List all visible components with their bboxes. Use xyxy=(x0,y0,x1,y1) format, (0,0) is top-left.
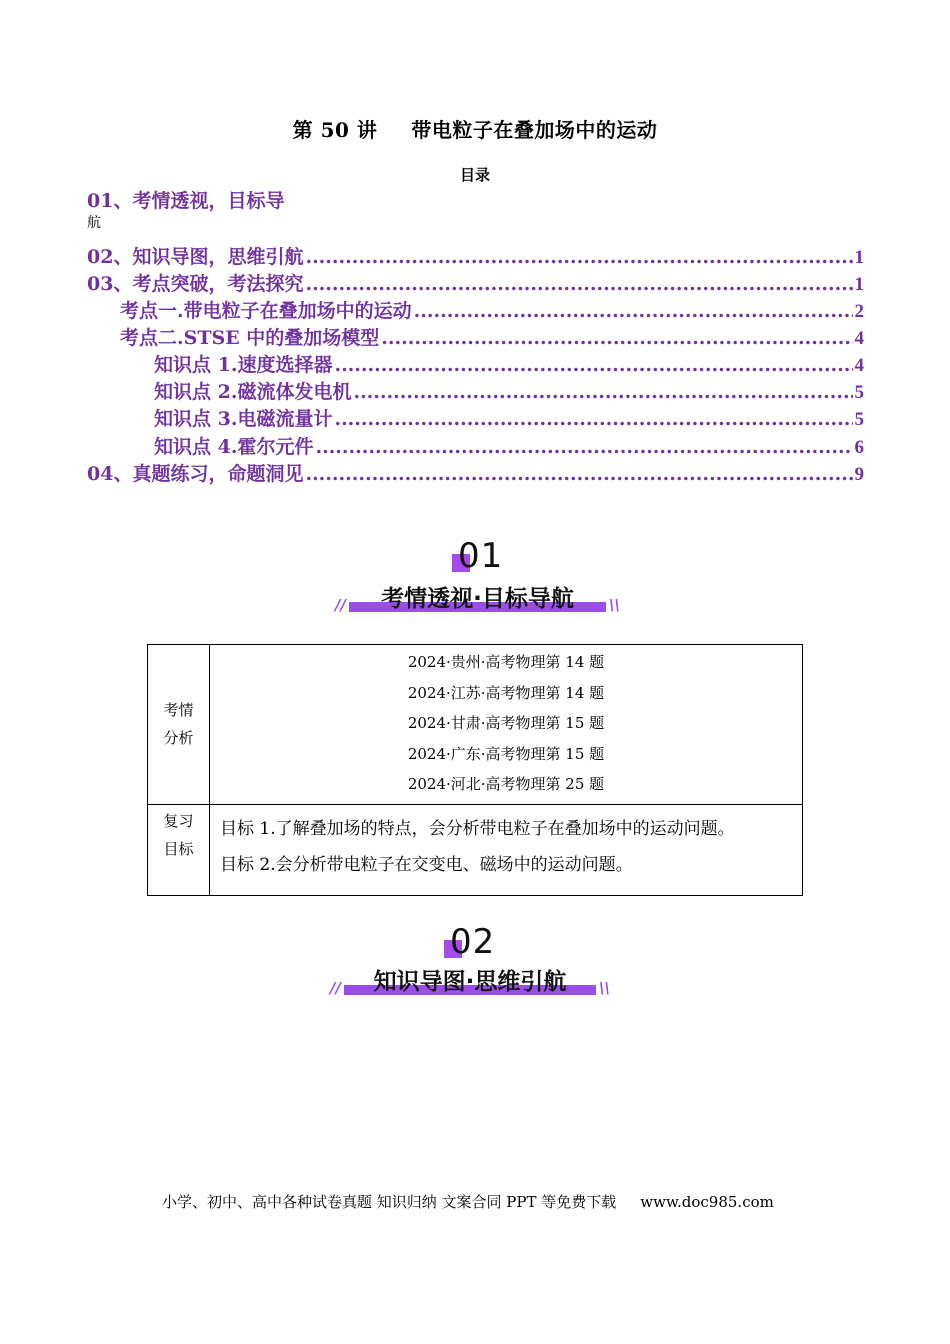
analysis-item: 2024·广东·高考物理第 15 题 xyxy=(407,744,605,763)
analysis-label xyxy=(148,645,210,805)
toc-entry[interactable] xyxy=(154,404,864,431)
goal-item: 目标 2.会分析带电粒子在交变电、磁场中的运动问题。 xyxy=(220,854,633,875)
toc-entry-label: 考点二.STSE 中的叠加场模型 xyxy=(120,327,380,349)
toc-page: 4 xyxy=(854,355,864,376)
toc-leader xyxy=(334,354,852,376)
page-footer xyxy=(162,1191,774,1212)
toc-page: 1 xyxy=(854,247,864,268)
label-line: 复习 xyxy=(163,811,194,830)
lecture-topic: 带电粒子在叠加场中的运动 xyxy=(411,118,658,142)
toc-entry-label: 知识点 2.磁流体发电机 xyxy=(154,381,352,403)
footer-url[interactable]: www.doc985.com xyxy=(640,1193,774,1211)
toc-leader xyxy=(315,436,852,458)
page-title xyxy=(0,114,950,143)
label-line: 考情 xyxy=(163,701,194,720)
analysis-item: 2024·河北·高考物理第 25 题 xyxy=(407,775,605,793)
section-number: 02 xyxy=(450,922,495,962)
toc-leader xyxy=(305,273,852,295)
label-line: 目标 xyxy=(163,839,194,858)
toc-leader xyxy=(381,327,852,349)
banner-slash-right: \\ xyxy=(599,979,610,997)
toc-entry[interactable] xyxy=(154,432,864,459)
toc-leader xyxy=(334,408,852,430)
lecture-number: 第 50 讲 xyxy=(292,118,378,142)
section-banner xyxy=(330,963,610,997)
section-banner xyxy=(335,580,620,614)
banner-slash-right: \\ xyxy=(609,596,620,614)
toc-entry-label: 知识点 4.霍尔元件 xyxy=(154,436,314,458)
goals-label xyxy=(148,804,210,895)
toc-page: 1 xyxy=(854,274,864,295)
toc-entry[interactable] xyxy=(87,269,864,296)
toc-leader xyxy=(305,246,852,268)
toc-page: 5 xyxy=(854,409,864,430)
goal-item: 目标 1.了解叠加场的特点，会分析带电粒子在叠加场中的运动问题。 xyxy=(220,818,735,839)
toc-entry[interactable] xyxy=(120,296,864,323)
footer-text: 小学、初中、高中各种试卷真题 知识归纳 文案合同 PPT 等免费下载 xyxy=(162,1193,617,1211)
toc-entry[interactable] xyxy=(87,242,864,269)
toc-leader xyxy=(305,463,852,485)
toc-entry-label: 02、知识导图，思维引航 xyxy=(87,246,304,268)
table-row xyxy=(148,804,803,895)
toc-heading: 目录 xyxy=(459,166,490,184)
toc-entry-label: 01、考情透视，目标导 xyxy=(87,190,285,212)
toc-leader xyxy=(414,300,853,322)
section-number: 01 xyxy=(458,536,503,576)
toc-entry-label: 04、真题练习，命题洞见 xyxy=(87,463,304,485)
toc-leader xyxy=(353,381,852,403)
toc-entry[interactable] xyxy=(154,350,864,377)
analysis-item: 2024·江苏·高考物理第 14 题 xyxy=(407,683,605,702)
goals-cell xyxy=(210,804,803,895)
label-line: 分析 xyxy=(163,729,194,748)
banner-slash-left: // xyxy=(335,596,346,614)
toc-page: 9 xyxy=(854,464,864,485)
toc-entry[interactable] xyxy=(120,323,864,350)
section-title: 知识导图·思维引航 xyxy=(373,969,567,995)
toc-entry[interactable] xyxy=(87,459,864,486)
table-row xyxy=(148,645,803,805)
toc-entry-label: 考点一.带电粒子在叠加场中的运动 xyxy=(120,300,412,322)
toc-entry-wrap: 航 xyxy=(87,215,101,231)
exam-info-table xyxy=(147,644,803,896)
toc-page: 5 xyxy=(854,382,864,403)
analysis-item: 2024·甘肃·高考物理第 15 题 xyxy=(407,714,605,732)
toc-page: 2 xyxy=(854,301,864,322)
toc-entry[interactable] xyxy=(154,377,864,404)
toc-entry-label: 知识点 3.电磁流量计 xyxy=(154,408,333,430)
toc-page: 6 xyxy=(854,437,864,458)
toc-entry-01[interactable] xyxy=(87,186,284,213)
analysis-item: 2024·贵州·高考物理第 14 题 xyxy=(407,653,605,671)
toc-page: 4 xyxy=(854,328,864,349)
analysis-cell xyxy=(210,645,803,805)
banner-slash-left: // xyxy=(330,979,341,997)
toc-entry-label: 03、考点突破，考法探究 xyxy=(87,273,304,295)
section-title: 考情透视·目标导航 xyxy=(381,586,574,612)
toc-entry-label: 知识点 1.速度选择器 xyxy=(154,354,333,376)
